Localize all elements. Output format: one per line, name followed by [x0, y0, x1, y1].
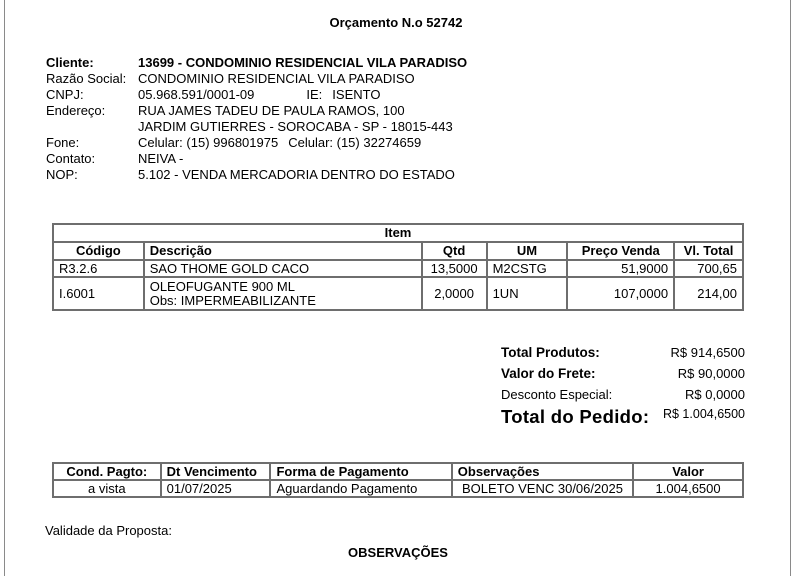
client-info — [46, 55, 467, 183]
header-observacoes: Observações — [452, 463, 633, 480]
total-pedido-row — [501, 405, 745, 431]
header-preco-venda: Preço Venda — [567, 242, 674, 260]
address-line1: RUA JAMES TADEU DE PAULA RAMOS, 100 — [138, 103, 405, 118]
total-pedido-value: R$ 1.004,6500 — [662, 407, 745, 421]
document-title: Orçamento N.o 52742 — [329, 15, 463, 30]
desconto-value: R$ 0,0000 — [685, 387, 745, 402]
cell-codigo: R3.2.6 — [53, 260, 144, 277]
phone-value-1: Celular: (15) 996801975 — [138, 135, 279, 150]
cell-valor: 1.004,6500 — [633, 480, 743, 497]
payment-table — [52, 462, 744, 498]
items-group-header: Item — [53, 224, 743, 242]
total-pedido-label: Total do Pedido: — [501, 406, 650, 427]
validity-label: Validade da Proposta: — [45, 523, 172, 538]
cell-qtd: 13,5000 — [422, 260, 487, 277]
address-label: Endereço: — [46, 103, 106, 118]
cell-qtd: 2,0000 — [422, 277, 487, 310]
header-codigo: Código — [53, 242, 144, 260]
phone-row — [46, 135, 467, 151]
item-observation: Obs: IMPERMEABILIZANTE — [149, 292, 316, 308]
cnpj-value: 05.968.591/0001-09 — [138, 87, 255, 102]
cell-total: 214,00 — [674, 277, 743, 310]
total-produtos-value: R$ 914,6500 — [670, 345, 745, 360]
cell-observacoes: BOLETO VENC 30/06/2025 — [452, 480, 633, 497]
cell-forma-pagamento: Aguardando Pagamento — [270, 480, 451, 497]
phone-value-2: Celular: (15) 32274659 — [288, 135, 422, 150]
items-header-row — [53, 242, 743, 260]
header-vl-total: Vl. Total — [674, 242, 743, 260]
client-value: 13699 - CONDOMINIO RESIDENCIAL VILA PARADISO — [138, 55, 468, 70]
contact-value: NEIVA - — [138, 151, 184, 166]
razao-social-label: Razão Social: — [46, 71, 127, 86]
items-table — [52, 223, 744, 311]
razao-social-row — [46, 71, 467, 87]
cell-descricao: SAO THOME GOLD CACO — [144, 260, 422, 277]
phone-label: Fone: — [46, 135, 80, 150]
address-row — [46, 103, 467, 119]
cnpj-row — [46, 87, 467, 103]
items-group-header-row — [53, 224, 743, 242]
cell-total: 700,65 — [674, 260, 743, 277]
cell-preco: 51,9000 — [567, 260, 674, 277]
page-border-right — [790, 0, 791, 576]
desconto-label: Desconto Especial: — [501, 387, 613, 402]
client-row — [46, 55, 467, 71]
desconto-row — [501, 384, 745, 405]
table-row — [53, 277, 743, 310]
header-forma-pagamento: Forma de Pagamento — [270, 463, 451, 480]
header-valor: Valor — [633, 463, 743, 480]
page-border-left — [4, 0, 5, 576]
item-description: OLEOFUGANTE 900 ML — [149, 278, 295, 294]
total-produtos-label: Total Produtos: — [501, 345, 600, 360]
header-qtd: Qtd — [422, 242, 487, 260]
nop-label: NOP: — [46, 167, 78, 182]
header-descricao: Descrição — [144, 242, 422, 260]
totals-section — [501, 342, 745, 431]
ie-label: IE: — [306, 87, 323, 102]
contact-label: Contato: — [46, 151, 96, 166]
client-label: Cliente: — [46, 55, 94, 70]
valor-frete-label: Valor do Frete: — [501, 366, 596, 381]
header-dt-vencimento: Dt Vencimento — [161, 463, 271, 480]
table-row — [53, 260, 743, 277]
razao-social-value: CONDOMINIO RESIDENCIAL VILA PARADISO — [138, 71, 415, 86]
total-produtos-row — [501, 342, 745, 363]
ie-value: ISENTO — [332, 87, 381, 102]
cell-um: M2CSTG — [487, 260, 568, 277]
cell-um: 1UN — [487, 277, 568, 310]
observations-title: OBSERVAÇÕES — [348, 545, 448, 560]
payment-header-row — [53, 463, 743, 480]
header-um: UM — [487, 242, 568, 260]
cell-codigo: I.6001 — [53, 277, 144, 310]
nop-row — [46, 167, 467, 183]
valor-frete-row — [501, 363, 745, 384]
cnpj-ie-value — [138, 87, 380, 103]
contact-row — [46, 151, 467, 167]
cell-cond-pagto: a vista — [53, 480, 161, 497]
cnpj-label: CNPJ: — [46, 87, 84, 102]
valor-frete-value: R$ 90,0000 — [677, 366, 745, 381]
cell-descricao — [144, 277, 422, 310]
cell-dt-vencimento: 01/07/2025 — [161, 480, 271, 497]
nop-value: 5.102 - VENDA MERCADORIA DENTRO DO ESTADO — [138, 167, 455, 182]
header-cond-pagto: Cond. Pagto: — [53, 463, 161, 480]
cell-preco: 107,0000 — [567, 277, 674, 310]
address-row-2 — [46, 119, 467, 135]
table-row — [53, 480, 743, 497]
address-line2: JARDIM GUTIERRES - SOROCABA - SP - 18015-443 — [138, 119, 453, 134]
